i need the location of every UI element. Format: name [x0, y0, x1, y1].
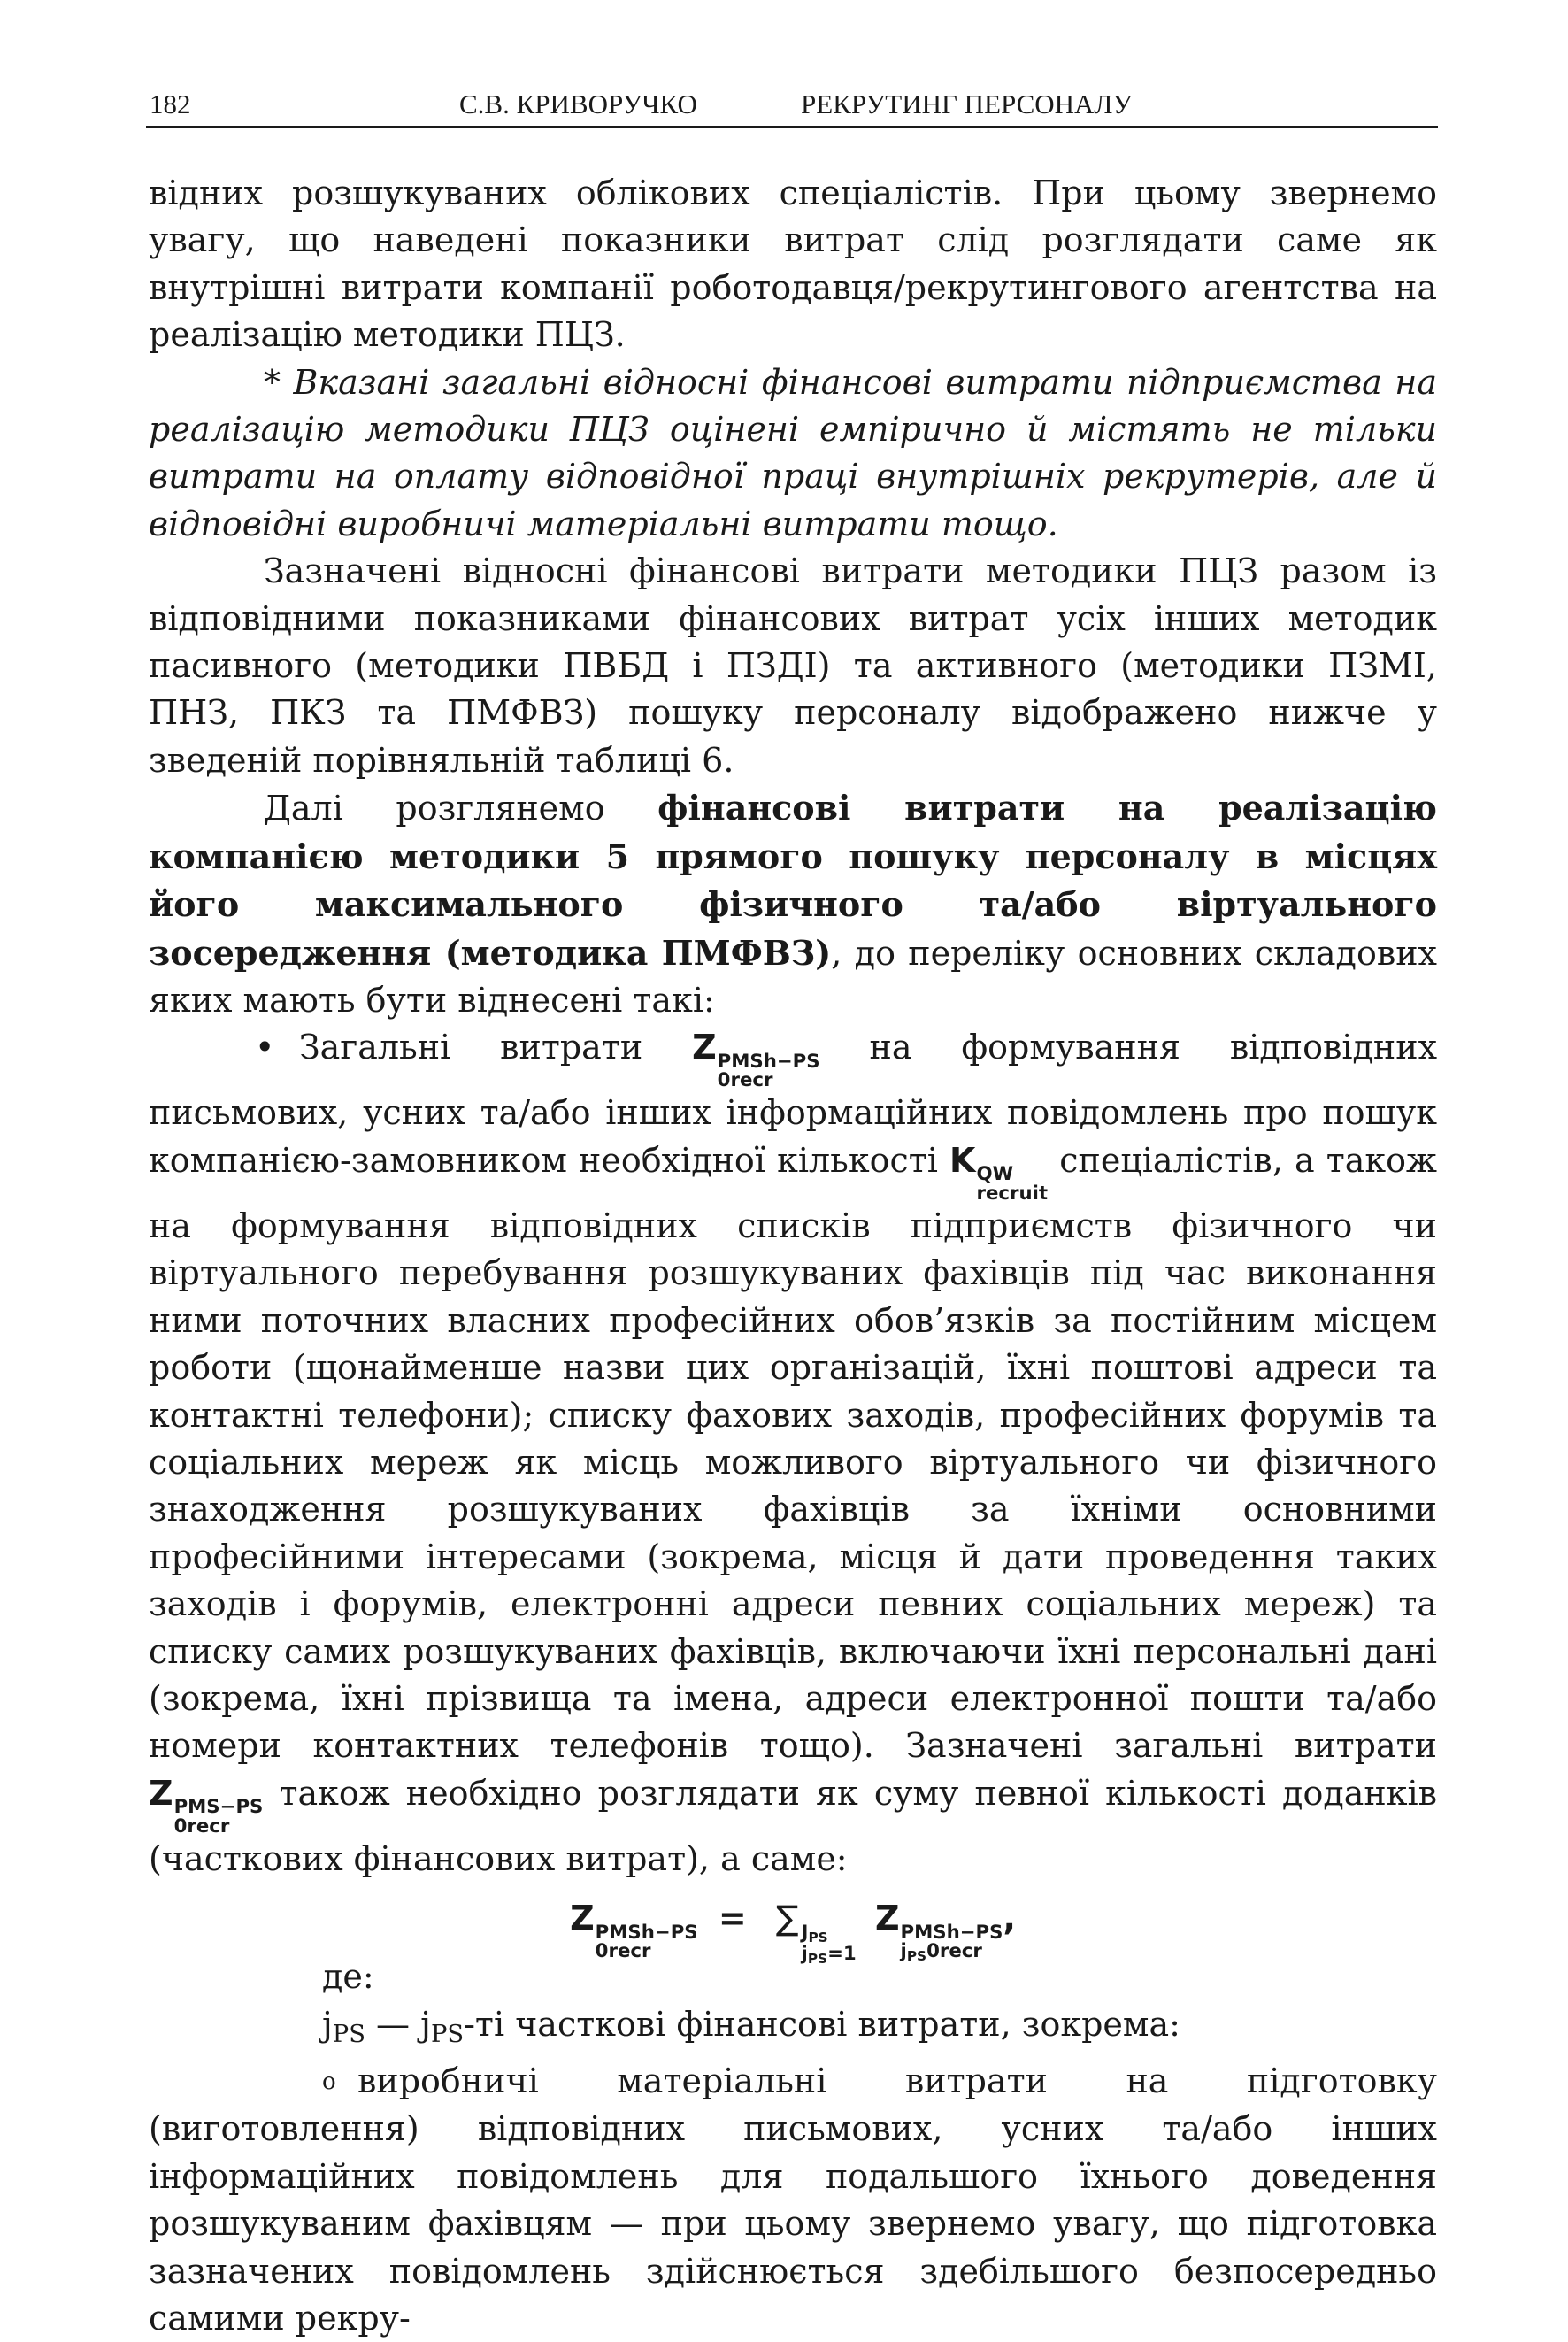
symbol-z-pms-ps: Z PMS−PS 0recr — [149, 1773, 264, 1837]
header-author: С.В. КРИВОРУЧКО — [459, 89, 697, 119]
formula-total-costs-sum: Z PMSh−PS 0recr = ∑ $J_{PS}$ $j_{PS}=1$ Z PMSh−PS $j_{PS}0recr$ , — [570, 1899, 1016, 1967]
p3-end: , до переліку основних складових яких мають бути віднесені такі: — [149, 933, 1437, 1020]
bullet-item-total-costs: • Загальні витрати Z PMSh−PS 0recr на формування відповідних письмових, усних та/або інших інформаційних повідомлень про пошук компанією-замовником необхідної кількості K QW recruit спеціалістів, а також на формування відповідних списків підприємств фізичного чи віртуального перебування розшукуваних фахівців під час виконання ними поточних власних професійних обов’язків за постійним місцем роботи (щонайменше назви цих організацій, їхні поштові адреси та контактні телефони); списку фахових заходів, професійних форумів та соціальних мереж як місць можливого віртуального чи фізичного знаходження розшукуваних фахівців за їхніми основними професійними інтересами (зокрема, місця й дати проведення таких заходів і форумів, електронні адреси певних соціальних мереж) та списку самих розшукуваних фахівців, включаючи їхні персональні дані (зокрема, їхні прізвища та імена, адреси електронної пошти та/або номери контактних телефонів тощо). Зазначені загальні витрати Z PMS−PS 0recr також необхідно розглядати як суму певної кількості доданків (часткових фінансових витрат), а саме: — [149, 1024, 1437, 1883]
footnote-paragraph: * Вказані загальні відносні фінансові витрати підприємства на реалізацію методики ПЦЗ оцінені емпірично й містять не тільки витрати на оплату відповідної праці внутрішніх рекрутерів, але й відповідні виробничі матеріальні витрати тощо. — [149, 362, 1437, 543]
paragraph-continuation: відних розшукуваних облікових спеціалістів. При цьому звернемо увагу, що наведені показники витрат слід розглядати саме як внутрішні витрати компанії роботодавця/рекрутингового агентства на реалізацію методики ПЦЗ. — [149, 173, 1437, 355]
paragraph-methods-comparison: Зазначені відносні фінансові витрати методики ПЦЗ разом із відповідними показниками фінансових витрат усіх інших методик пасивного (методики ПВБД і ПЗДІ) та активного (методики ПЗМІ, ПНЗ, ПКЗ та ПМФВЗ) пошуку персоналу відображено нижче у зведеній порівняльній таблиці 6. — [149, 551, 1437, 780]
symbol-k-qw-recruit: K QW recruit — [949, 1140, 1049, 1205]
p3-start: Далі розглянемо — [264, 789, 658, 828]
page-number: 182 — [150, 89, 191, 119]
circle-bullet-icon: o — [322, 2069, 336, 2096]
jps-definition: $j_{PS}$ — $j_{PS}-ті$ часткові фінансові витрати, зокрема: — [322, 2004, 1180, 2048]
where-label: де: — [322, 1957, 374, 1997]
paragraph-pmfvz-intro — [149, 784, 1437, 1024]
bullet-icon: • — [255, 1028, 275, 1067]
running-header — [146, 85, 1438, 128]
p3-bold-text: фінансові витрати на реалізацію компанією методики 5 прямого пошуку персоналу в місцях його максимального фізичного та/або віртуального зосередження (методика ПМФВЗ) — [149, 788, 1438, 973]
sum-sign: ∑ — [775, 1899, 799, 1938]
sub-item-production-costs: o виробничі матеріальні витрати на підготовку (виготовлення) відповідних письмових, усних та/або інших інформаційних повідомлень для подальшого їхнього доведення розшукуваним фахівцям — при цьому звернемо увагу, що підготовка зазначених повідомлень здійснюється здебільшого безпосередньо самими рекру- — [149, 2058, 1437, 2342]
header-book-title: РЕКРУТИНГ ПЕРСОНАЛУ — [801, 89, 1133, 119]
page-body — [149, 170, 1437, 2342]
symbol-z-pmsh-ps: Z PMSh−PS 0recr — [692, 1028, 820, 1092]
